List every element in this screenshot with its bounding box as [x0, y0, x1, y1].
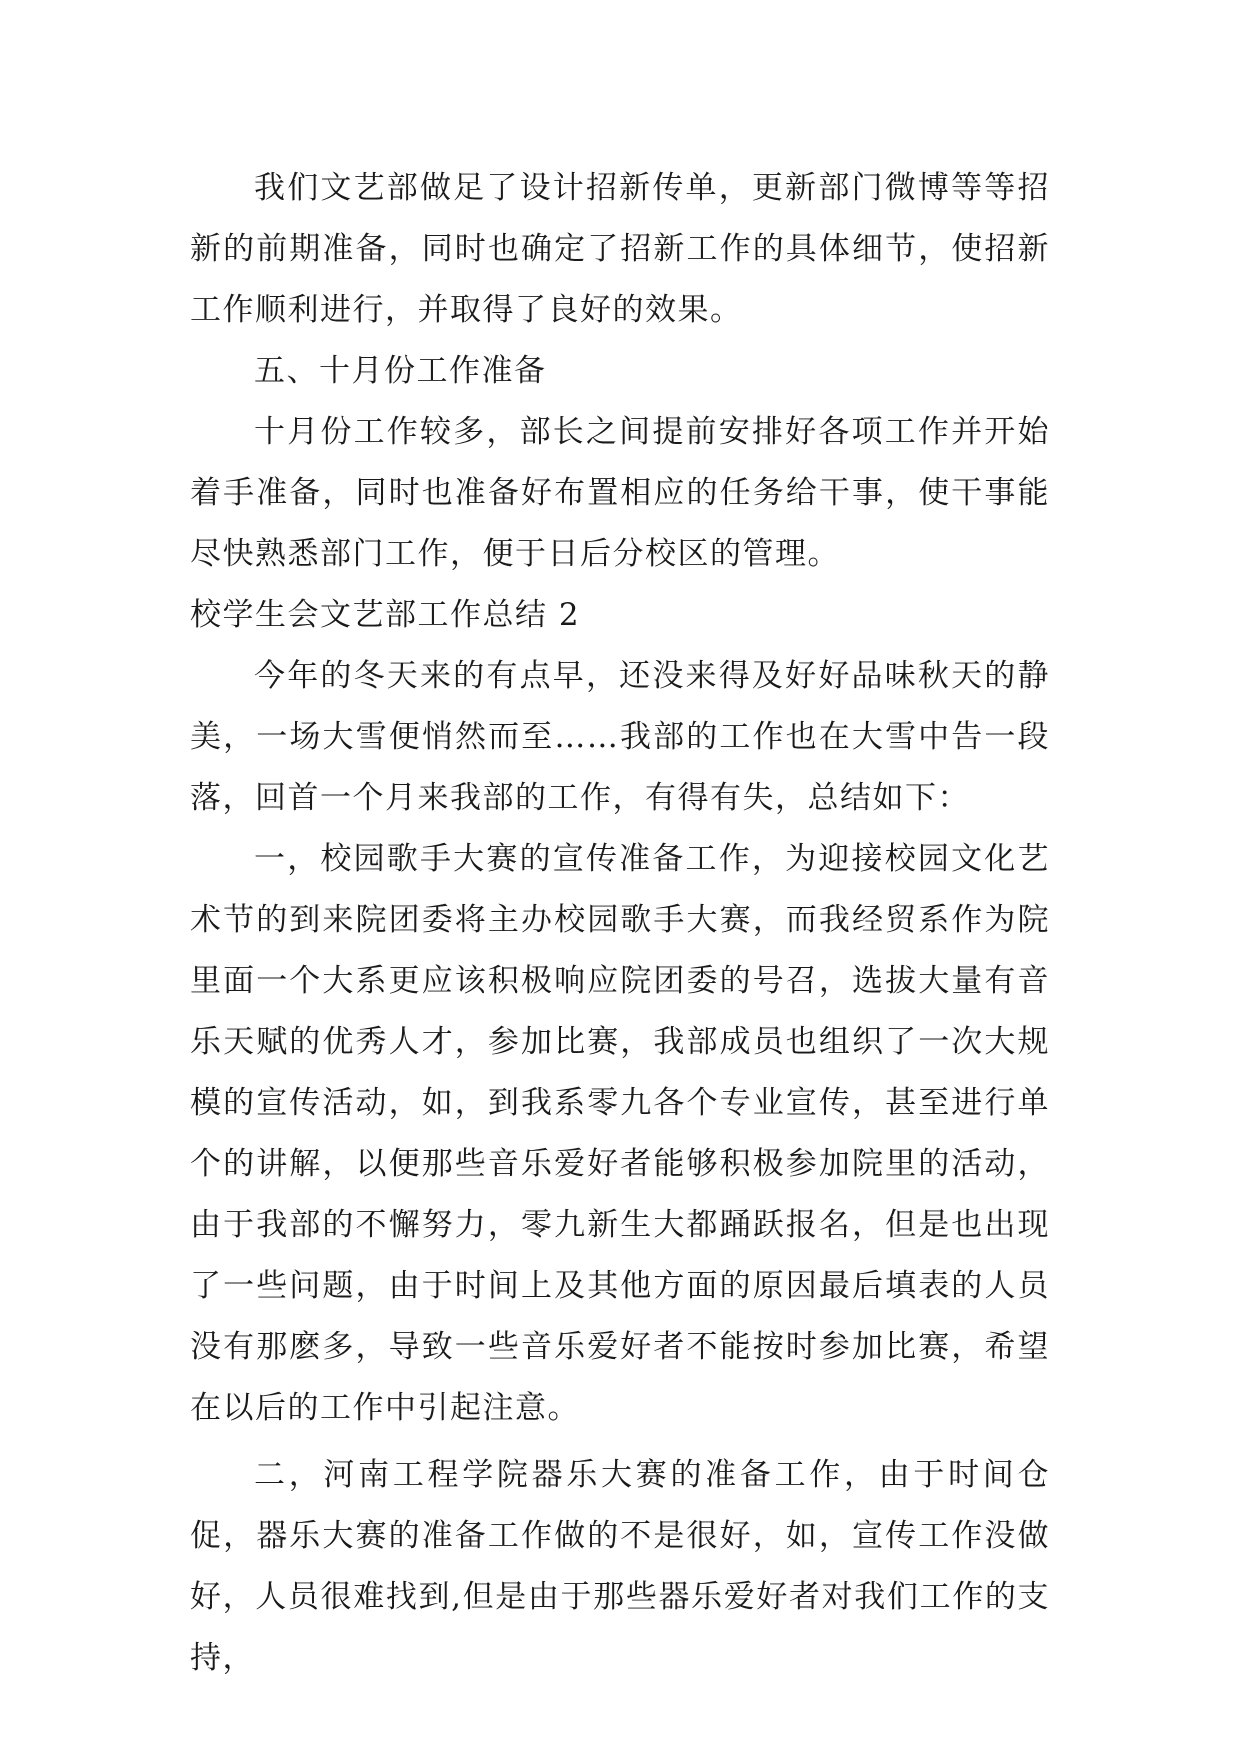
- document-title-summary-2: 校学生会文艺部工作总结 2: [190, 597, 581, 633]
- document-page: [190, 158, 1050, 1689]
- paragraph-october-work: 十月份工作较多，部长之间提前安排好各项工作并开始着手准备，同时也准备好布置相应的任务给干事，使干事能尽快熟悉部门工作，便于日后分校区的管理。: [190, 414, 1050, 572]
- paragraph-winter-intro: 今年的冬天来的有点早，还没来得及好好品味秋天的静美，一场大雪便悄然而至……我部的工作也在大雪中告一段落，回首一个月来我部的工作，有得有失，总结如下：: [190, 658, 1050, 816]
- paragraph-recruitment-prep: 我们文艺部做足了设计招新传单，更新部门微博等等招新的前期准备，同时也确定了招新工作的具体细节，使招新工作顺利进行，并取得了良好的效果。: [190, 170, 1050, 328]
- paragraph-singer-contest: 一，校园歌手大赛的宣传准备工作，为迎接校园文化艺术节的到来院团委将主办校园歌手大赛，而我经贸系作为院里面一个大系更应该积极响应院团委的号召，选拔大量有音乐天赋的优秀人才，参加比赛，我部成员也组织了一次大规模的宣传活动，如，到我系零九各个专业宣传，甚至进行单个的讲解，以便那些音乐爱好者能够积极参加院里的活动，由于我部的不懈努力，零九新生大都踊跃报名，但是也出现了一些问题，由于时间上及其他方面的原因最后填表的人员没有那麽多，导致一些音乐爱好者不能按时参加比赛，希望在以后的工作中引起注意。: [190, 841, 1050, 1426]
- paragraph-instrument-contest: 二，河南工程学院器乐大赛的准备工作，由于时间仓促，器乐大赛的准备工作做的不是很好，如，宣传工作没做好，人员很难找到,但是由于那些器乐爱好者对我们工作的支持，: [190, 1457, 1050, 1676]
- section-heading-october-prep: 五、十月份工作准备: [254, 353, 547, 389]
